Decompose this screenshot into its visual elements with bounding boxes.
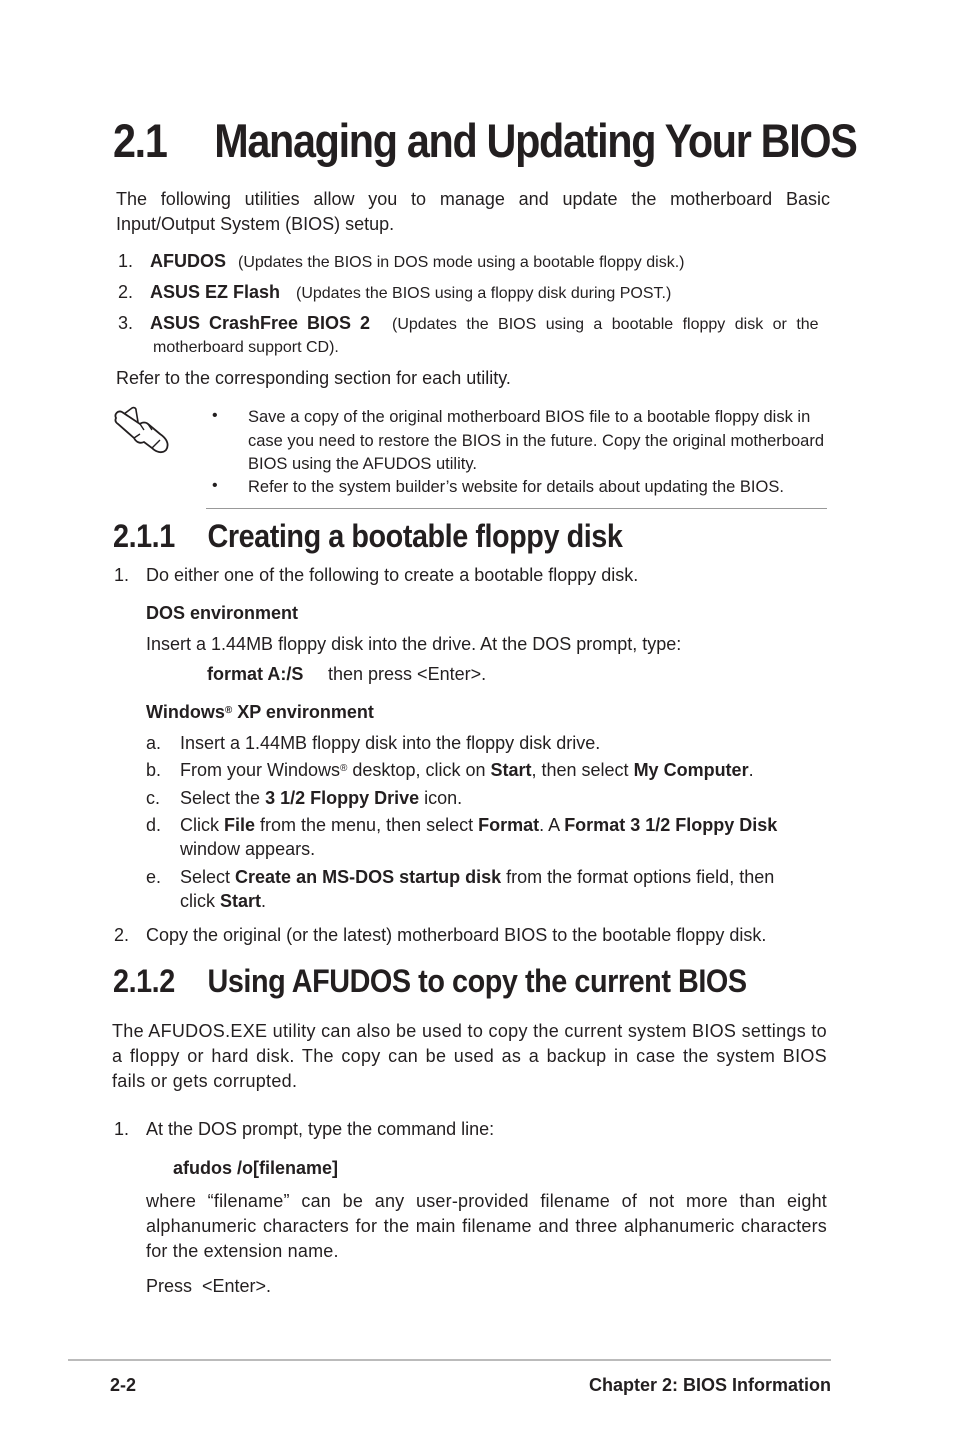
step-text: Copy the original (or the latest) motherboard BIOS to the bootable floppy disk. xyxy=(146,925,767,945)
bold-term: File xyxy=(224,815,256,835)
text-part: icon. xyxy=(419,788,463,808)
refer-text: Refer to the corresponding section for each utility. xyxy=(116,368,511,388)
text-part: Select the xyxy=(180,788,266,808)
step-text: Do either one of the following to create a bootable floppy disk. xyxy=(146,565,639,585)
note-bullet-1: Save a copy of the original motherboard BIOS file to a bootable floppy disk in case you need to restore the BIOS in the future. Copy the original motherboard BIOS using the AFUDOS utility. xyxy=(248,408,825,473)
windows-heading-a: Windows xyxy=(146,702,225,722)
note-bullet-2-marker: • xyxy=(212,477,218,494)
windows-heading xyxy=(146,700,374,725)
step-label: b. xyxy=(146,760,162,780)
step-text xyxy=(180,813,777,838)
registered-mark: ® xyxy=(224,705,233,716)
list-number: 1. xyxy=(114,565,130,585)
subsection-title xyxy=(113,963,747,1000)
win-step-c xyxy=(146,786,463,811)
text-part: Click xyxy=(180,815,224,835)
step-text-cont xyxy=(180,889,266,914)
note-bullet-1-marker: • xyxy=(212,407,218,424)
press-enter: Press <Enter>. xyxy=(146,1276,272,1296)
bold-term: Start xyxy=(220,891,262,911)
list-number: 1. xyxy=(118,251,134,271)
subsection-title-text: Using AFUDOS to copy the current BIOS xyxy=(207,963,747,999)
bold-term: My Computer xyxy=(633,760,749,780)
step-2 xyxy=(114,923,767,948)
step-label: e. xyxy=(146,867,162,887)
win-step-d xyxy=(146,813,778,859)
afudos-intro: The AFUDOS.EXE utility can also be used to copy the current system BIOS settings to a floppy or hard disk. The copy can be used as a backup in case the system BIOS fails or gets corrupted. xyxy=(112,1021,827,1091)
step-text: Insert a 1.44MB floppy disk into the floppy disk drive. xyxy=(180,733,601,753)
step-text-cont: window appears. xyxy=(180,839,316,859)
list-number: 2. xyxy=(118,282,134,302)
text-part: desktop, click on xyxy=(347,760,491,780)
step-label: a. xyxy=(146,733,162,753)
step-1 xyxy=(114,563,639,588)
command-after: then press <Enter>. xyxy=(328,664,487,684)
text-part: . A xyxy=(539,815,565,835)
pointing-hand-icon xyxy=(110,404,176,454)
utility-desc: (Updates the BIOS using a bootable floppy disk or the xyxy=(392,316,819,333)
utility-item-2 xyxy=(118,280,672,305)
footer-divider xyxy=(68,1359,831,1361)
step-text: At the DOS prompt, type the command line: xyxy=(146,1119,495,1139)
text-part: Select xyxy=(180,867,236,887)
utility-name: AFUDOS xyxy=(150,251,226,271)
utility-desc: (Updates the BIOS in DOS mode using a bootable floppy disk.) xyxy=(238,254,685,271)
win-step-e xyxy=(146,865,775,911)
dos-text: Insert a 1.44MB floppy disk into the drive. At the DOS prompt, type: xyxy=(146,634,682,654)
list-number: 3. xyxy=(118,313,134,333)
bold-term: Format 3 1/2 Floppy Disk xyxy=(564,815,778,835)
utility-desc: (Updates the BIOS using a floppy disk during POST.) xyxy=(296,285,672,302)
note-bullet-2: Refer to the system builder’s website for details about updating the BIOS. xyxy=(248,478,784,496)
text-part: From your Windows xyxy=(180,760,341,780)
registered-mark: ® xyxy=(340,763,348,774)
subsection-title-text: Creating a bootable floppy disk xyxy=(207,518,623,554)
win-step-b xyxy=(146,758,754,783)
chapter-label: Chapter 2: BIOS Information xyxy=(588,1375,831,1395)
win-step-a xyxy=(146,731,601,756)
step-text xyxy=(180,865,774,890)
text-part: . xyxy=(261,891,267,911)
utility-item-3 xyxy=(118,311,831,356)
utility-item-1 xyxy=(118,249,685,274)
step-text xyxy=(180,786,462,811)
intro-paragraph: The following utilities allow you to manage and update the motherboard Basic Input/Output System (BIOS) setup. xyxy=(116,189,830,234)
text-part: . xyxy=(748,760,754,780)
dos-command xyxy=(207,662,487,687)
command-text: format A:/S xyxy=(207,664,304,684)
step-label: d. xyxy=(146,815,162,835)
utility-name: ASUS CrashFree BIOS 2 xyxy=(150,313,371,333)
section-number: 2.1 xyxy=(113,114,167,167)
page-number: 2-2 xyxy=(110,1375,137,1395)
section-title xyxy=(113,113,856,168)
bold-term: Create an MS-DOS startup disk xyxy=(235,867,502,887)
dos-heading: DOS environment xyxy=(146,603,299,623)
filename-explanation: where “filename” can be any user-provided filename of not more than eight alphanumeric characters for the main filename and three alphanumeric characters for the extension name. xyxy=(146,1191,827,1261)
text-part: from the format options field, then xyxy=(501,867,775,887)
subsection-title xyxy=(113,518,622,555)
bold-term: Start xyxy=(490,760,532,780)
afudos-command: afudos /o[filename] xyxy=(173,1158,339,1178)
list-number: 1. xyxy=(114,1119,130,1139)
subsection-number: 2.1.2 xyxy=(113,963,175,999)
bold-term: Format xyxy=(478,815,540,835)
step-label: c. xyxy=(146,788,161,808)
utility-name: ASUS EZ Flash xyxy=(150,282,281,302)
afudos-step-1 xyxy=(114,1117,495,1142)
windows-heading-b: XP environment xyxy=(232,702,374,722)
list-number: 2. xyxy=(114,925,130,945)
utility-desc-cont: motherboard support CD). xyxy=(153,339,339,356)
text-part: from the menu, then select xyxy=(255,815,479,835)
note-divider xyxy=(206,508,827,509)
section-title-text: Managing and Updating Your BIOS xyxy=(214,114,857,167)
bold-term: 3 1/2 Floppy Drive xyxy=(265,788,420,808)
step-text xyxy=(180,758,754,783)
subsection-number: 2.1.1 xyxy=(113,518,175,554)
text-part: , then select xyxy=(531,760,634,780)
text-part: click xyxy=(180,891,220,911)
